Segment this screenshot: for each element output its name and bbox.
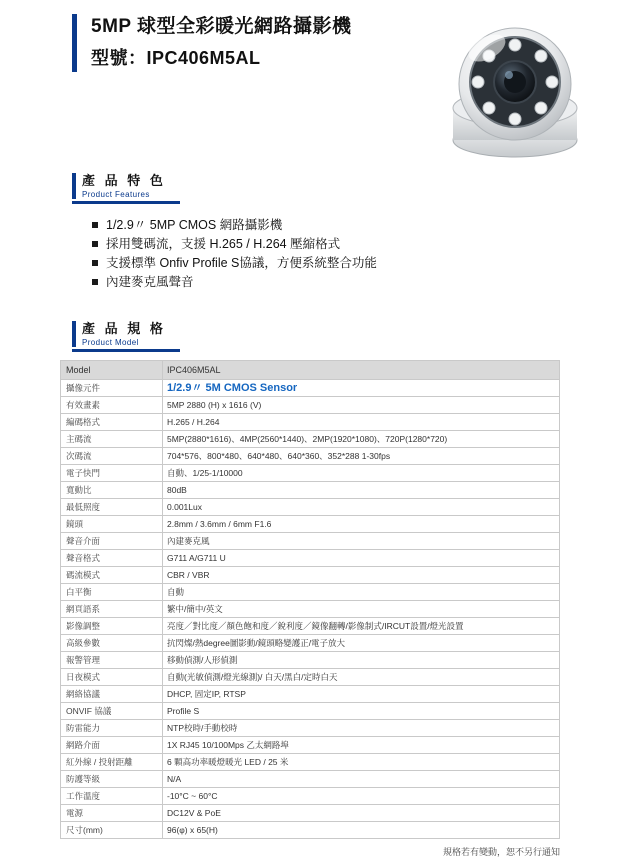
table-row [61,686,560,703]
row-value: N/A [163,771,560,788]
row-key: 日夜模式 [61,669,163,686]
product-spec-tab [72,318,180,352]
table-row [61,361,560,380]
features-tab-label-cn: 產 品 特 色 [82,173,166,188]
row-key: 電源 [61,805,163,822]
row-value: CBR / VBR [163,567,560,584]
row-value: NTP校時/手動校時 [163,720,560,737]
row-value: 5MP(2880*1616)、4MP(2560*1440)、2MP(1920*1080)、720P(1280*720) [163,431,560,448]
column-header-value: IPC406M5AL [163,361,560,380]
row-key: 次碼流 [61,448,163,465]
table-row [61,414,560,431]
table-row [61,822,560,839]
row-key: 主碼流 [61,431,163,448]
row-key: 防雷能力 [61,720,163,737]
list-item: 採用雙碼流，支援 H.265 / H.264 壓縮格式 [92,235,620,254]
spec-tab-label-cn: 產 品 規 格 [82,321,166,336]
row-value: Profile S [163,703,560,720]
table-row [61,431,560,448]
page-header [0,0,620,170]
table-row [61,788,560,805]
row-key: 報警管理 [61,652,163,669]
row-value: 2.8mm / 3.6mm / 6mm F1.6 [163,516,560,533]
row-key: 碼流模式 [61,567,163,584]
row-key: 有效畫素 [61,397,163,414]
features-list [92,216,620,292]
row-value: 抗閃燦/熱degree圖影動/鏡頭略變護正/電子放大 [163,635,560,652]
row-value: -10°C ~ 60°C [163,788,560,805]
row-key: 鏡頭 [61,516,163,533]
table-row [61,482,560,499]
spec-tab-label-en: Product Model [82,338,139,347]
table-row [61,516,560,533]
table-row [61,720,560,737]
row-key: 聲音格式 [61,550,163,567]
table-row [61,652,560,669]
row-key: 防護等級 [61,771,163,788]
row-value: 亮度／對比度／顏色飽和度／銳利度／鏡像翻轉/影像制式/IRCUT設置/燈光設置 [163,618,560,635]
row-key: 聲音介面 [61,533,163,550]
dome-camera-photo [427,12,602,172]
row-key: 最低照度 [61,499,163,516]
table-row [61,635,560,652]
table-row [61,771,560,788]
row-key: 紅外線 / 投射距離 [61,754,163,771]
row-value: 繁中/簡中/英文 [163,601,560,618]
table-row [61,805,560,822]
row-value: H.265 / H.264 [163,414,560,431]
table-row [61,584,560,601]
product-model-title: 型號：IPC406M5AL [91,48,261,68]
table-row [61,618,560,635]
table-row [61,380,560,397]
row-value: G711 A/G711 U [163,550,560,567]
row-value: DHCP, 固定IP, RTSP [163,686,560,703]
table-row [61,737,560,754]
row-value: 704*576、800*480、640*480、640*360、352*288 1-30fps [163,448,560,465]
row-key: 網絡協議 [61,686,163,703]
row-key: 工作溫度 [61,788,163,805]
row-key: 高級參數 [61,635,163,652]
table-row [61,533,560,550]
table-row [61,465,560,482]
list-item: 內建麥克風聲音 [92,273,620,292]
list-item: 支援標準 Onfiv Profile S協議，方便系統整合功能 [92,254,620,273]
row-key: 白平衡 [61,584,163,601]
row-value: 自動(光敏偵測/燈光線測)/ 白天/黑白/定時白天 [163,669,560,686]
row-key: 尺寸(mm) [61,822,163,839]
row-value: 96(φ) x 65(H) [163,822,560,839]
row-value: 內建麥克風 [163,533,560,550]
row-key: 網路介面 [61,737,163,754]
row-value: 5MP 2880 (H) x 1616 (V) [163,397,560,414]
footer-note: 規格若有變動，恕不另行通知 [442,847,560,857]
table-row [61,754,560,771]
table-row [61,550,560,567]
table-row [61,601,560,618]
table-row [61,448,560,465]
table-row [61,397,560,414]
row-key: 攝像元件 [61,380,163,397]
product-features-tab [72,170,180,204]
page-title: 5MP 球型全彩暖光網路攝影機 [91,16,352,37]
row-value: 1/2.9〃 5M CMOS Sensor [163,380,560,397]
row-key: 影像調整 [61,618,163,635]
row-value: 自動 [163,584,560,601]
table-row [61,499,560,516]
row-value: 移動偵測/人形偵測 [163,652,560,669]
row-value: 80dB [163,482,560,499]
spec-table-wrapper [60,360,560,839]
row-value: 0.001Lux [163,499,560,516]
table-row [61,703,560,720]
row-key: 寬動比 [61,482,163,499]
spec-table [60,360,560,839]
features-tab-label-en: Product Features [82,190,150,199]
row-value: 自動、1/25-1/10000 [163,465,560,482]
row-key: 網頁語系 [61,601,163,618]
column-header-model: Model [61,361,163,380]
row-value: 6 顆高功率暖燈暖光 LED / 25 米 [163,754,560,771]
row-key: 編碼格式 [61,414,163,431]
table-row [61,669,560,686]
row-key: ONVIF 協議 [61,703,163,720]
product-title-block [72,14,352,72]
row-value: DC12V & PoE [163,805,560,822]
row-value: 1X RJ45 10/100Mps 乙太網路埠 [163,737,560,754]
table-row [61,567,560,584]
row-key: 電子快門 [61,465,163,482]
list-item: 1/2.9〃 5MP CMOS 網路攝影機 [92,216,620,235]
